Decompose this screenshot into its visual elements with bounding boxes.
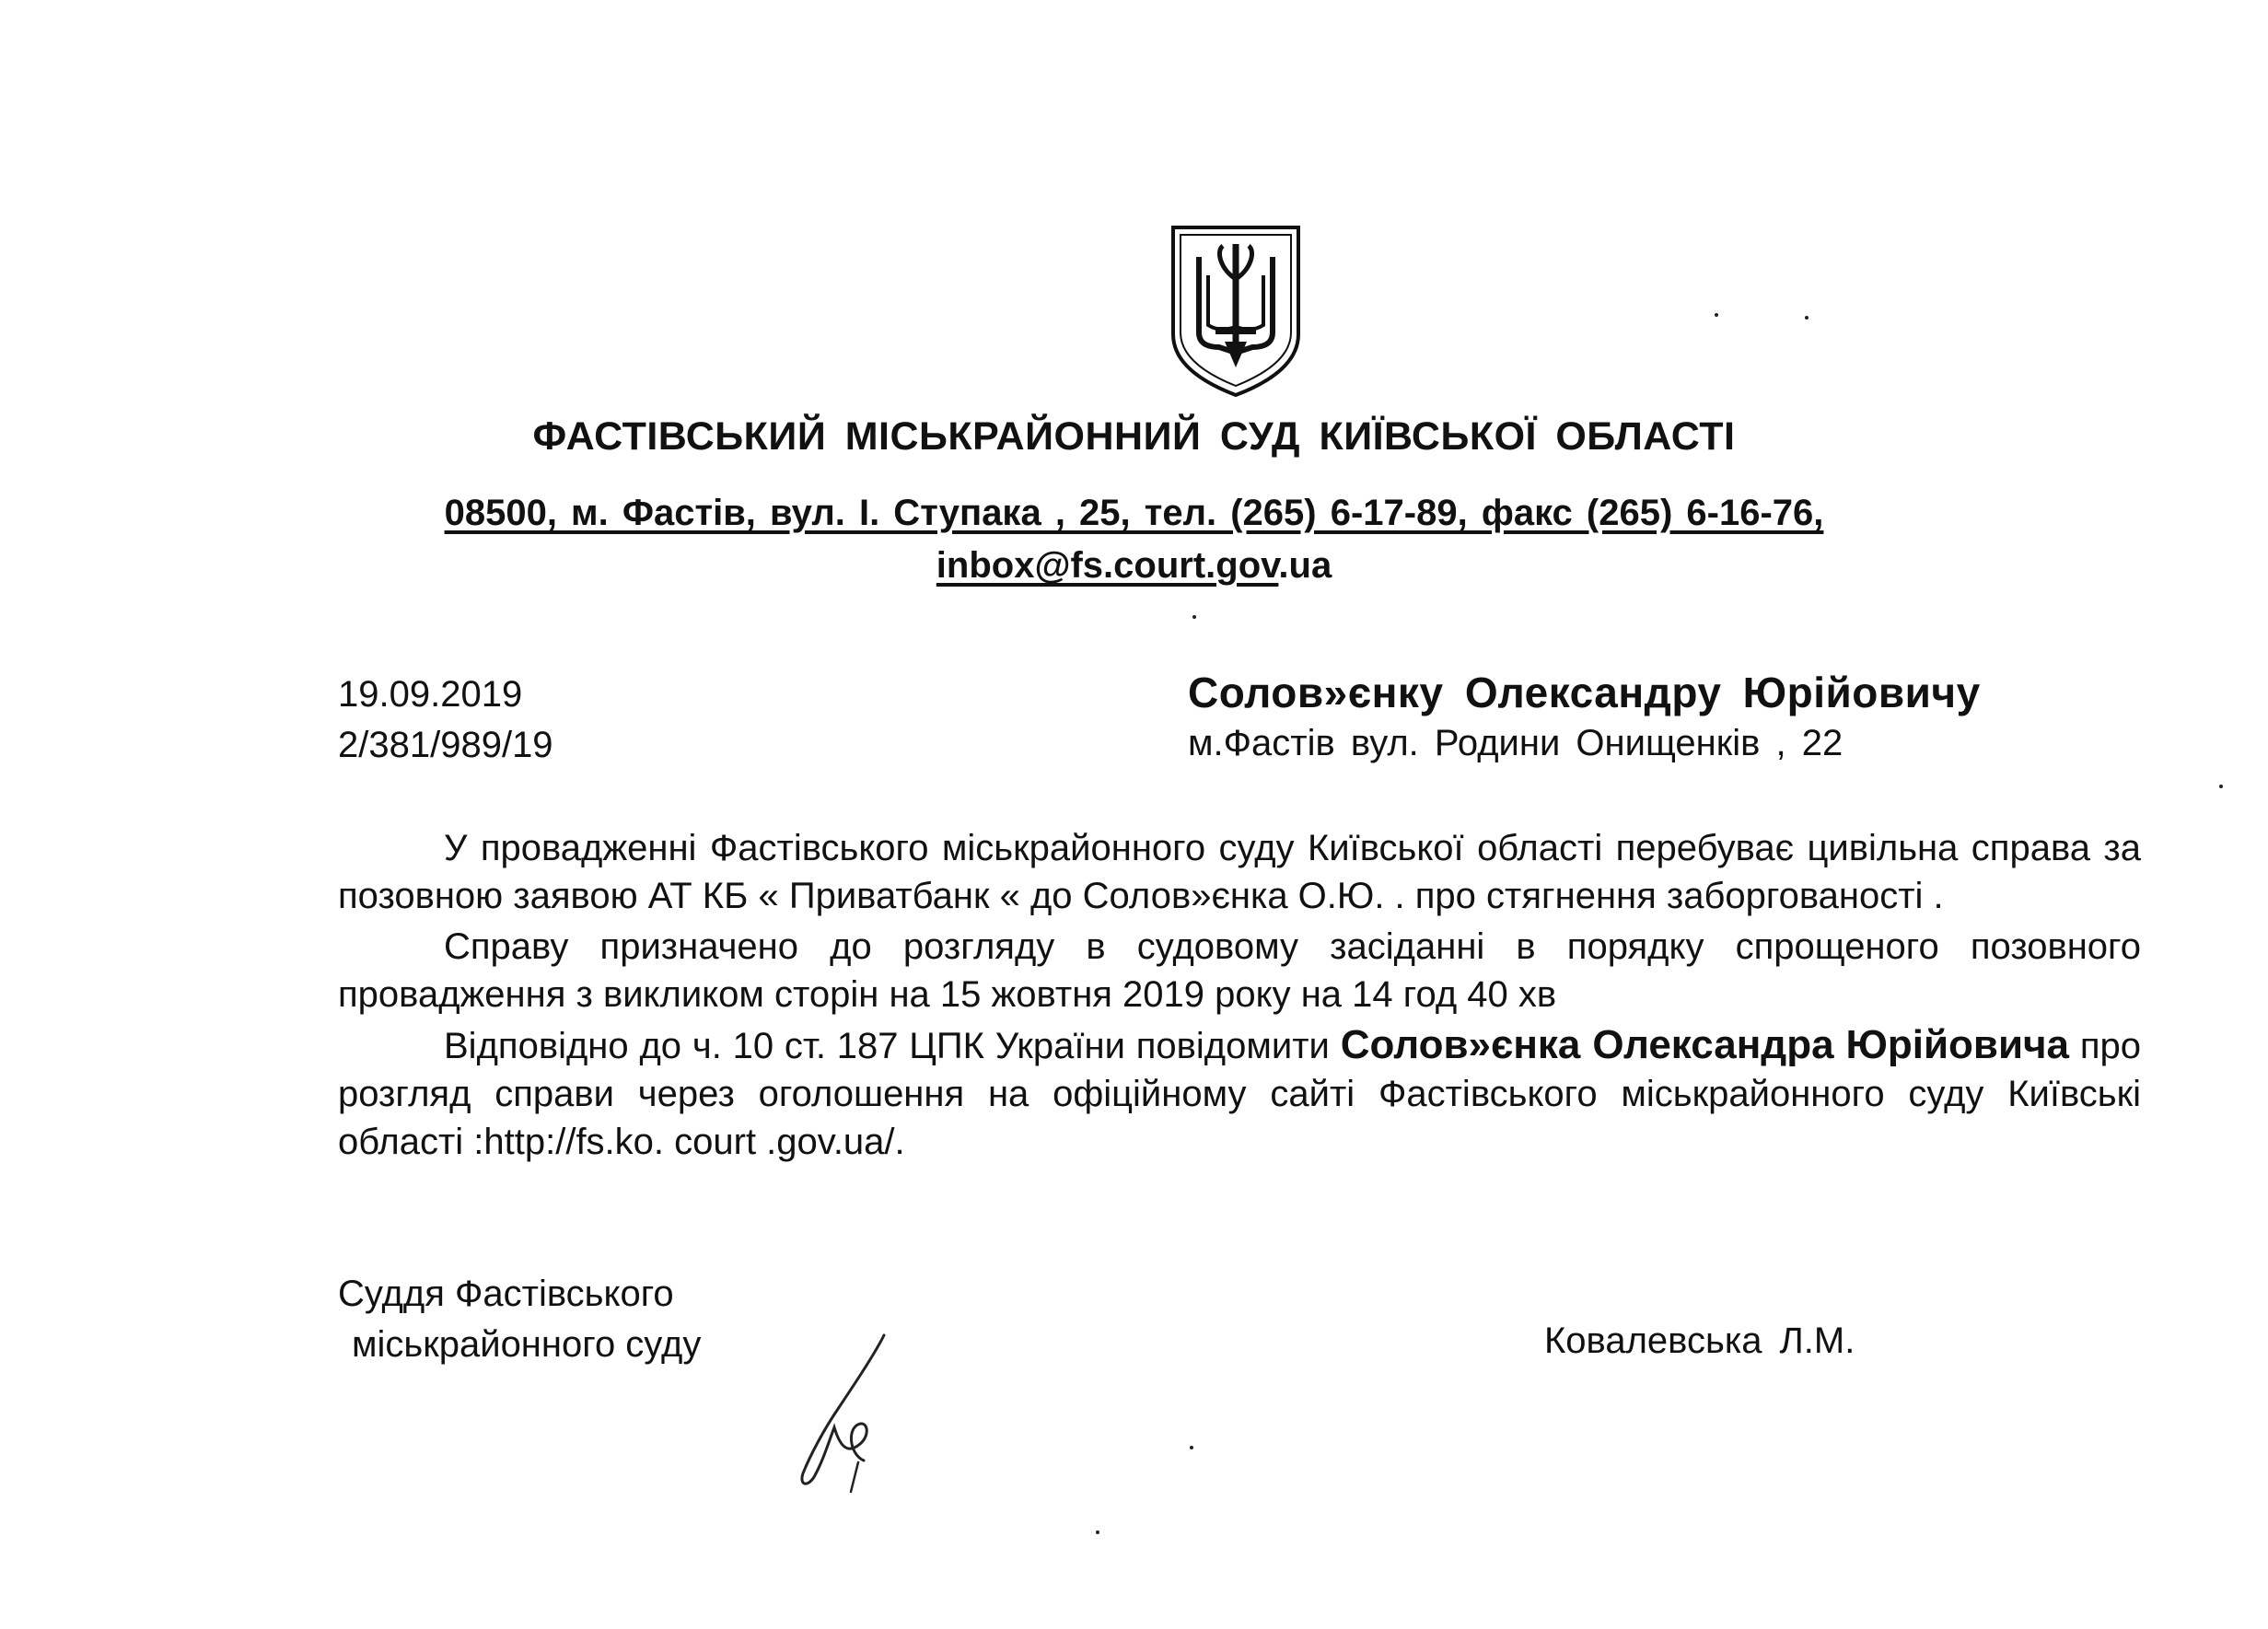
court-email	[0, 545, 2268, 587]
scan-speck	[1096, 1530, 1099, 1534]
judge-name: Ковалевська Л.М.	[1544, 1321, 1855, 1361]
court-name-heading: ФАСТІВСЬКИЙ МІСЬКРАЙОННИЙ СУД КИЇВСЬКОЇ ОБЛАСТІ	[532, 414, 1736, 459]
court-address-text: 08500, м. Фастів, вул. І. Ступака , 25, тел. (265) 6-17-89, факс (265) 6-16-76,	[444, 493, 1824, 533]
court-address	[0, 493, 2268, 534]
notification-text-start: Відповідно до ч. 10 ст. 187 ЦПК України повідомити	[444, 1026, 1341, 1066]
letter-body	[338, 824, 2141, 1166]
scan-speck	[2219, 785, 2223, 788]
scan-speck	[1805, 316, 1809, 320]
paragraph-notification	[338, 1021, 2141, 1166]
document-date: 19.09.2019	[338, 674, 523, 715]
handwritten-signature	[783, 1326, 902, 1496]
court-email-tld: .ua	[1278, 545, 1332, 586]
paragraph-case-info: У провадженні Фастівського міськрайонного суду Київської області перебуває цивільна справа за позовною заявою АТ КБ « Приватбанк « до Солов»єнка О.Ю. . про стягнення заборгованості .	[338, 828, 2141, 916]
notification-text-end: про розгляд справи через оголошення на офіційному сайті Фастівського міськрайонного суду Київські області :http://fs.ko. court .gov.ua/.	[338, 1026, 2142, 1162]
recipient-address: м.Фастів вул. Родини Онищенків , 22	[1188, 723, 1843, 763]
judge-title	[338, 1269, 701, 1370]
paragraph-hearing: Справу призначено до розгляду в судовому засіданні в порядку спрощеного позовного провадження з викликом сторін на 15 жовтня 2019 року на 14 год 40 хв	[338, 926, 2141, 1015]
judge-title-line-2: міськрайонного суду	[352, 1324, 702, 1365]
recipient-block	[1188, 668, 1981, 769]
scan-speck	[1715, 313, 1718, 317]
court-email-link[interactable]: inbox@fs.court.gov	[936, 545, 1279, 586]
document-meta	[338, 669, 553, 771]
scan-speck	[1192, 615, 1196, 619]
defendant-name: Солов»єнка Олександра Юрійовича	[1340, 1022, 2070, 1067]
judge-title-line-1: Суддя Фастівського	[338, 1274, 674, 1314]
case-number: 2/381/989/19	[338, 725, 553, 765]
scan-speck	[1190, 1446, 1193, 1449]
recipient-name: Солов»єнку Олександру Юрійовичу	[1188, 669, 1981, 716]
coat-of-arms-icon	[1168, 224, 1304, 399]
